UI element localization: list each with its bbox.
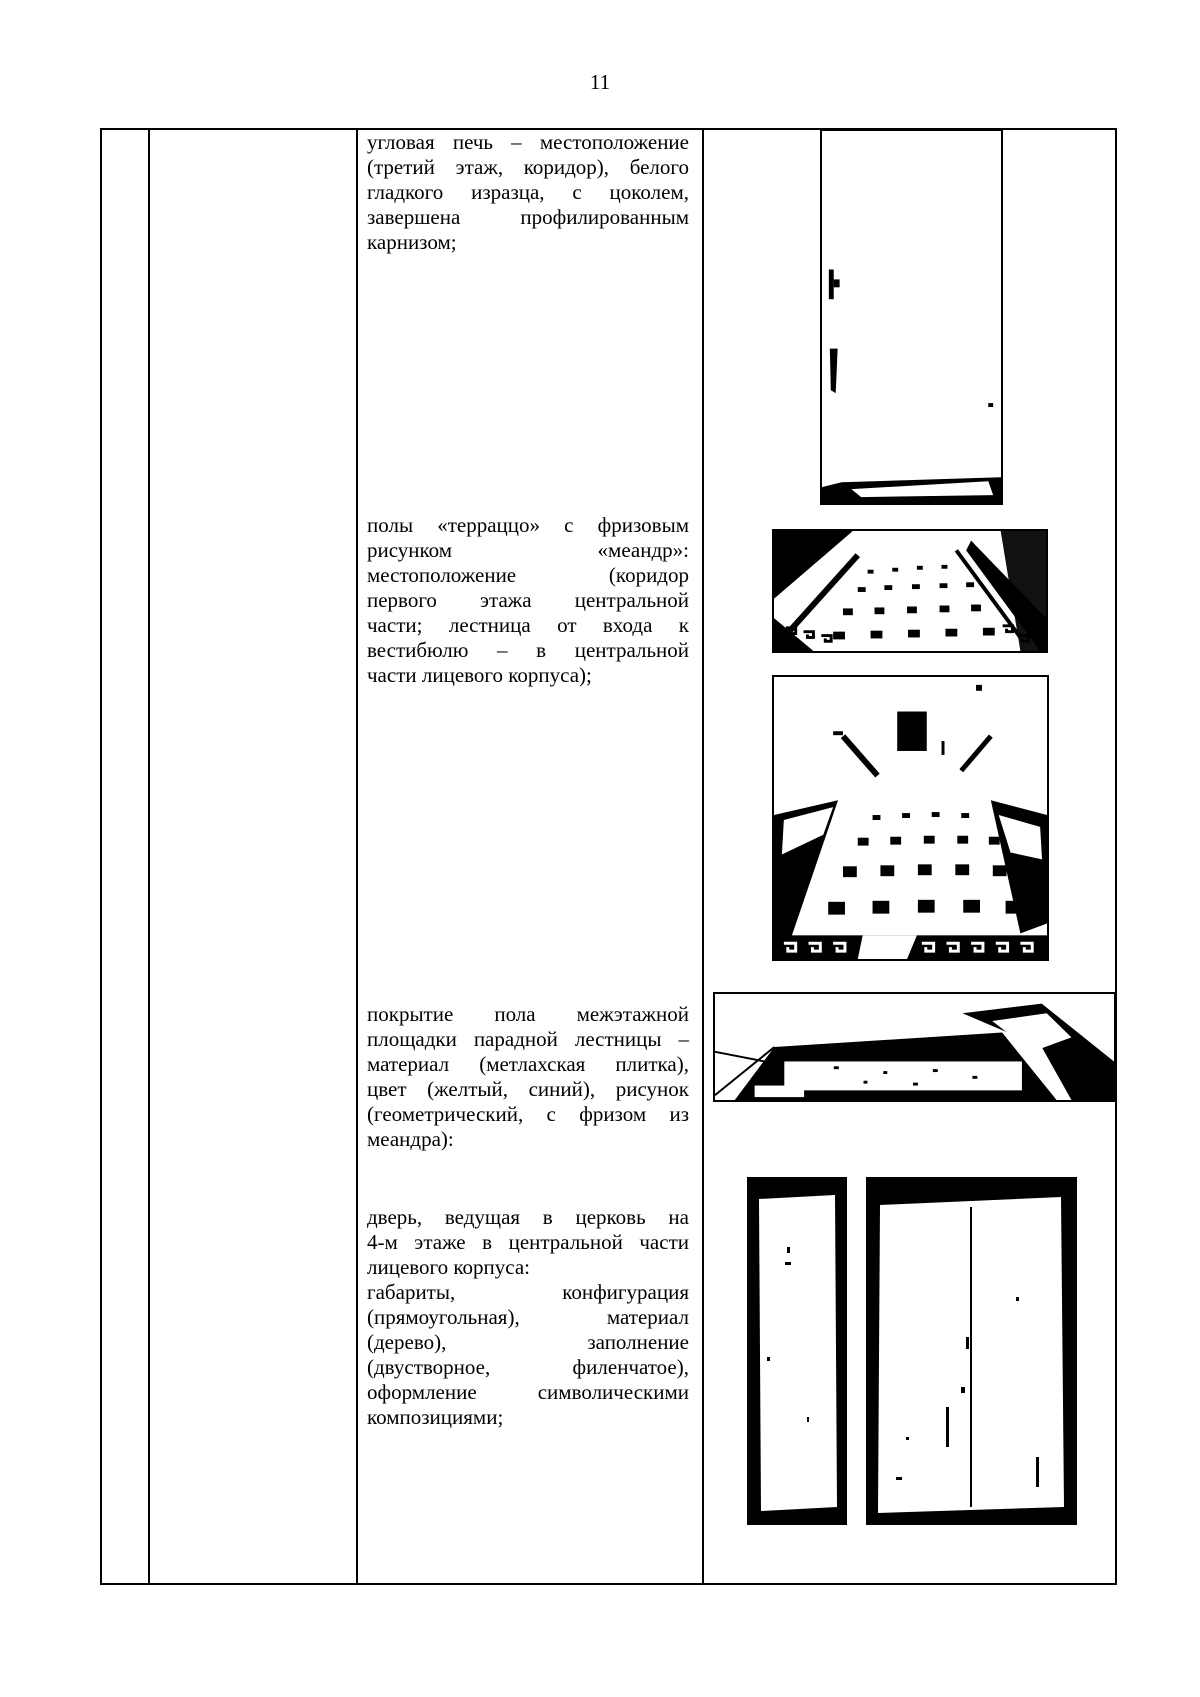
item-description-landing-floor: покрытие пола межэтажной площадки парадной лестницы – материал (метлахская плитка), цвет (желтый, синий), рисунок (геометрический, с фризом из меандра): xyxy=(367,1002,689,1151)
column-divider xyxy=(148,130,150,1583)
landing-floor-photo xyxy=(713,992,1116,1102)
page-number: 11 xyxy=(589,70,611,94)
stair-floor-photo xyxy=(772,675,1049,961)
item-description-terrazzo-floor: полы «терраццо» с фризовым рисунком «меандр»: местоположение (коридор первого этажа центральной части; лестница от входа к вестибюлю – в центральной части лицевого корпуса); xyxy=(367,513,689,687)
item-description-stove: угловая печь – местоположение (третий этаж, коридор), белого гладкого изразца, с цоколем, завершена профилированным карнизом; xyxy=(367,130,689,254)
column-divider xyxy=(356,130,358,1583)
stove-photo xyxy=(820,129,1003,505)
door-narrow-photo xyxy=(747,1177,847,1525)
corridor-floor-photo xyxy=(772,529,1048,653)
column-divider xyxy=(702,130,704,1583)
item-description-church-door: дверь, ведущая в церковь на 4-м этаже в центральной части лицевого корпуса: габариты, конфигурация (прямоугольная), материал (дерево), заполнение (двустворное, филенчатое), оформление символическими композициями; xyxy=(367,1205,689,1429)
door-double-photo xyxy=(866,1177,1077,1525)
